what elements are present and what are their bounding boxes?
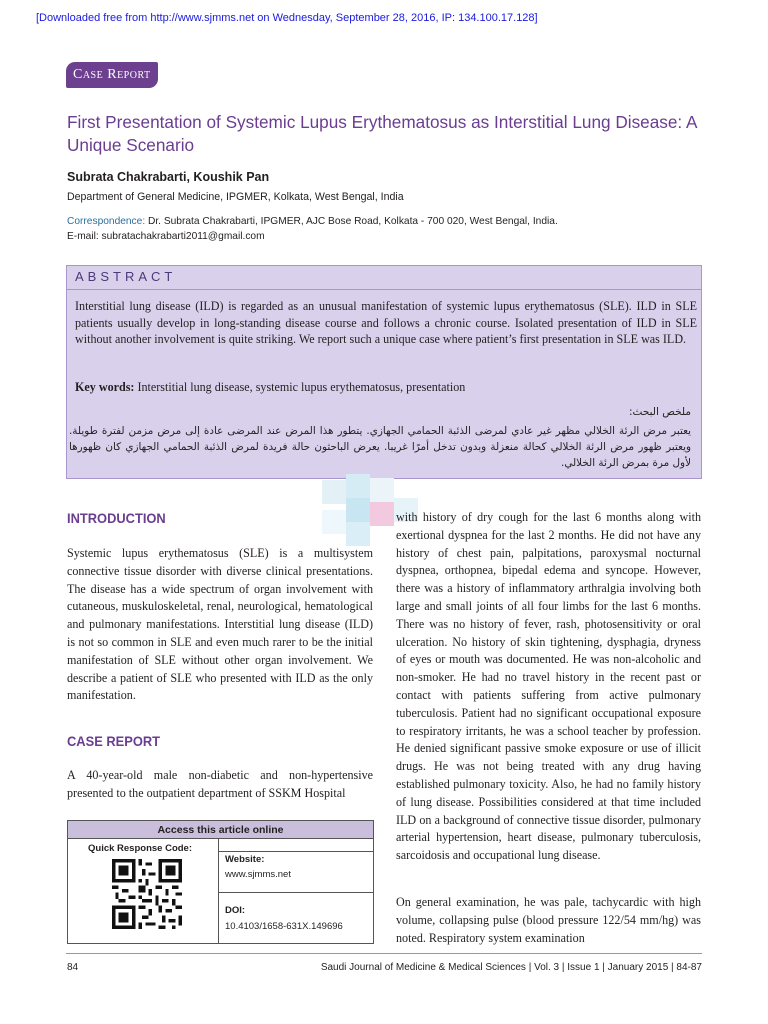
arabic-abstract-body: يعتبر مرض الرئة الخلالي مظهر غير عادي لمرضى الذئبة الحمامي الجهازي. يتطور هذا المرض عند المرضى عادة إلى مرض مزمن لفترة طويلة. ويعتبر ظهور مرض الرئة الخلالي كحالة منعزلة وبدون تدخل أمرًا غريبا. يعرض الباحثون حالة فريدة لمرض الذئبة الحمامي الجهازي كان ظهورها لأول مرة بمرض الرئة الخلالي. <box>69 425 691 470</box>
keywords-text: Interstitial lung disease, systemic lupus erythematosus, presentation <box>134 380 466 394</box>
case-report-heading: CASE REPORT <box>67 733 161 749</box>
case-report-body-left: A 40-year-old male non-diabetic and non-hypertensive presented to the outpatient department of SSKM Hospital <box>67 768 373 800</box>
case-report-examination: On general examination, he was pale, tachycardic with high volume, collapsing pulse (blood pressure 122/54 mm/hg) was noted. Respiratory system examination <box>396 895 701 945</box>
affiliation: Department of General Medicine, IPGMER, Kolkata, West Bengal, India <box>67 191 404 203</box>
footer-divider <box>66 953 702 954</box>
abstract-body: Interstitial lung disease (ILD) is regarded as an unusual manifestation of systemic lupus erythematosus (SLE). ILD in SLE patients usually develop in long-standing disease course and follows a chronic course. Isolated presentation of ILD in SLE without another involvement is quite striking. We report such a unique case where patient’s first presentation in SLE was ILD. <box>75 299 697 347</box>
case-report-body-right: with history of dry cough for the last 6 months along with exertional dyspnea for the last 2 months. He did not have any history of chest pain, palpitations, paroxysmal nocturnal dyspnea, orthopnea, bipedal edema and syncope. However, there was a history of inflammatory arthralgia involving both large and small joints of all four limbs for the last 6 months. There was no history of fever, rash, photosensitivity or oral ulceration. No history of skin tightening, dysphagia, dryness of eyes or mouth was documented. He was non-alcoholic and non-smoker. He had no travel history in the recent past or contact with patients suffering from active pulmonary tuberculosis. Patient had no significant occupational exposure to respiratory irritants, he was a school teacher by profession. He denied significant passive smoke exposure or use of illicit drugs. He was not being treated with any drug having established pulmonary toxicity. Also, he had no family history of lung disease. Possibilities considered at that time included ILD on a background of connective tissue disorder, pulmonary arterial hypertension, heart disease, pulmonary tuberculosis, sarcoidosis and occupational lung disease. <box>396 510 701 863</box>
article-title: First Presentation of Systemic Lupus Erythematosus as Interstitial Lung Disease: A Unique Scenario <box>67 112 697 155</box>
access-divider-1 <box>218 851 374 852</box>
abstract-box <box>66 265 702 479</box>
keywords-label: Key words: <box>75 380 135 394</box>
qr-code-icon[interactable] <box>112 859 182 929</box>
abstract-heading: ABSTRACT <box>67 266 701 290</box>
page-number: 84 <box>67 962 79 973</box>
correspondence <box>67 215 727 244</box>
doi-label: DOI: <box>225 905 246 916</box>
arabic-abstract-heading: ملخص البحث: <box>629 406 691 418</box>
website-label: Website: <box>225 854 265 865</box>
access-divider-2 <box>218 892 374 893</box>
download-banner: [Downloaded free from http://www.sjmms.net on Wednesday, September 28, 2016, IP: 134.100.17.128] <box>36 12 538 24</box>
access-article-box <box>67 820 374 944</box>
correspondence-label: Correspondence: <box>67 216 146 227</box>
access-heading: Access this article online <box>68 821 373 839</box>
introduction-body: Systemic lupus erythematosus (SLE) is a multisystem connective tissue disorder with diverse clinical presentations. The disease has a wide spectrum of organ involvement with cutaneous, muskuloskeletal, renal, neurological, hematological and pulmonary manifestations. Interstitial lung disease (ILD) is not so common in SLE and even much rarer to be the initial manifestation of SLE without other organ involvement. We describe a patient of SLE who presented with ILD as the only manifestation. <box>67 546 373 703</box>
keywords <box>75 379 697 395</box>
correspondence-address: Dr. Subrata Chakrabarti, IPGMER, AJC Bose Road, Kolkata - 700 020, West Bengal, India. <box>145 216 558 227</box>
correspondence-email: E-mail: subratachakrabarti2011@gmail.com <box>67 230 265 242</box>
doi-link[interactable]: 10.4103/1658-631X.149696 <box>225 921 343 932</box>
authors: Subrata Chakrabarti, Koushik Pan <box>67 170 270 184</box>
article-type-badge: Case Report <box>66 62 158 88</box>
journal-citation: Saudi Journal of Medicine & Medical Sciences | Vol. 3 | Issue 1 | January 2015 | 84-87 <box>320 962 702 973</box>
qr-label: Quick Response Code: <box>88 843 192 854</box>
introduction-heading: INTRODUCTION <box>67 510 166 526</box>
website-link[interactable]: www.sjmms.net <box>225 869 291 880</box>
